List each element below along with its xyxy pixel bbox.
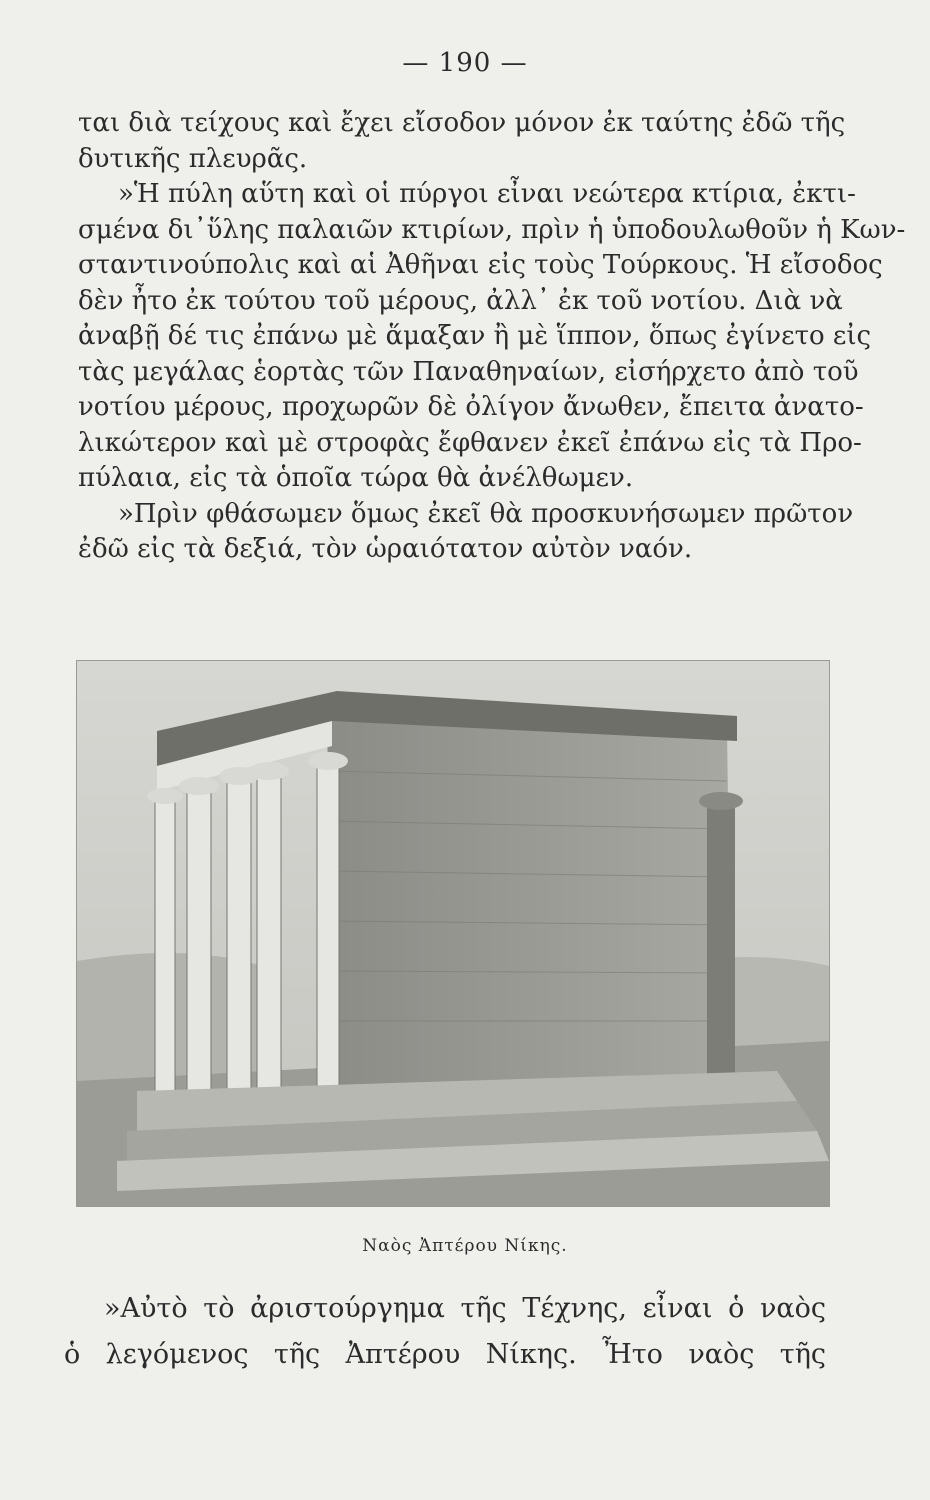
text-line: νοτίου μέρους, προχωρῶν δὲ ὀλίγον ἄνωθεν, ἔπειτα ἀνατο- — [78, 392, 864, 422]
temple-photo-icon — [76, 660, 830, 1207]
top-paragraph — [78, 106, 906, 568]
page-number: — 190 — — [402, 48, 528, 78]
text-line: ἐδῶ εἰς τὰ δεξιά, τὸν ὡραιότατον αὐτὸν ναόν. — [78, 534, 693, 564]
text-line: δυτικῆς πλευρᾶς. — [78, 143, 308, 174]
text-line: »Πρὶν φθάσωμεν ὅμως ἐκεῖ θὰ προσκυνήσωμεν πρῶτον — [118, 498, 854, 529]
text-line: ται διὰ τείχους καὶ ἔχει εἴσοδον μόνον ἐκ ταύτης ἐδῶ τῆς — [78, 108, 846, 138]
text-line: »Αὐτὸ τὸ ἀριστούργημα τῆς Τέχνης, εἶναι ὁ ναὸς — [104, 1293, 826, 1324]
figure-caption: Ναὸς Ἀπτέρου Νίκης. — [362, 1236, 568, 1256]
text-line: σταντινούπολις καὶ αἱ Ἀθῆναι εἰς τοὺς Τούρκους. Ἡ εἴσοδος — [78, 250, 883, 280]
text-line: πύλαια, εἰς τὰ ὁποῖα τώρα θὰ ἀνέλθωμεν. — [78, 463, 634, 493]
bottom-paragraph — [64, 1286, 826, 1378]
text-line: σμένα δι᾿ὕλης παλαιῶν κτιρίων, πρὶν ἡ ὑποδουλωθοῦν ἡ Κων- — [78, 214, 906, 245]
text-line: ἀναβῇ δέ τις ἐπάνω μὲ ἅμαξαν ἢ μὲ ἵππον, ὅπως ἐγίνετο εἰς — [78, 321, 872, 351]
text-line: »Ἡ πύλη αὕτη καὶ οἱ πύργοι εἶναι νεώτερα κτίρια, ἐκτι- — [118, 179, 856, 209]
text-line: δὲν ἦτο ἐκ τούτου τοῦ μέρους, ἀλλ᾿ ἐκ τοῦ νοτίου. Διὰ νὰ — [78, 285, 843, 316]
text-line: τὰς μεγάλας ἑορτὰς τῶν Παναθηναίων, εἰσήρχετο ἀπὸ τοῦ — [78, 356, 859, 387]
text-line: ὁ λεγόμενος τῆς Ἀπτέρου Νίκης. Ἦτο ναὸς τῆς — [64, 1339, 826, 1370]
text-line: λικώτερον καὶ μὲ στροφὰς ἔφθανεν ἐκεῖ ἐπάνω εἰς τὰ Προ- — [78, 427, 862, 458]
